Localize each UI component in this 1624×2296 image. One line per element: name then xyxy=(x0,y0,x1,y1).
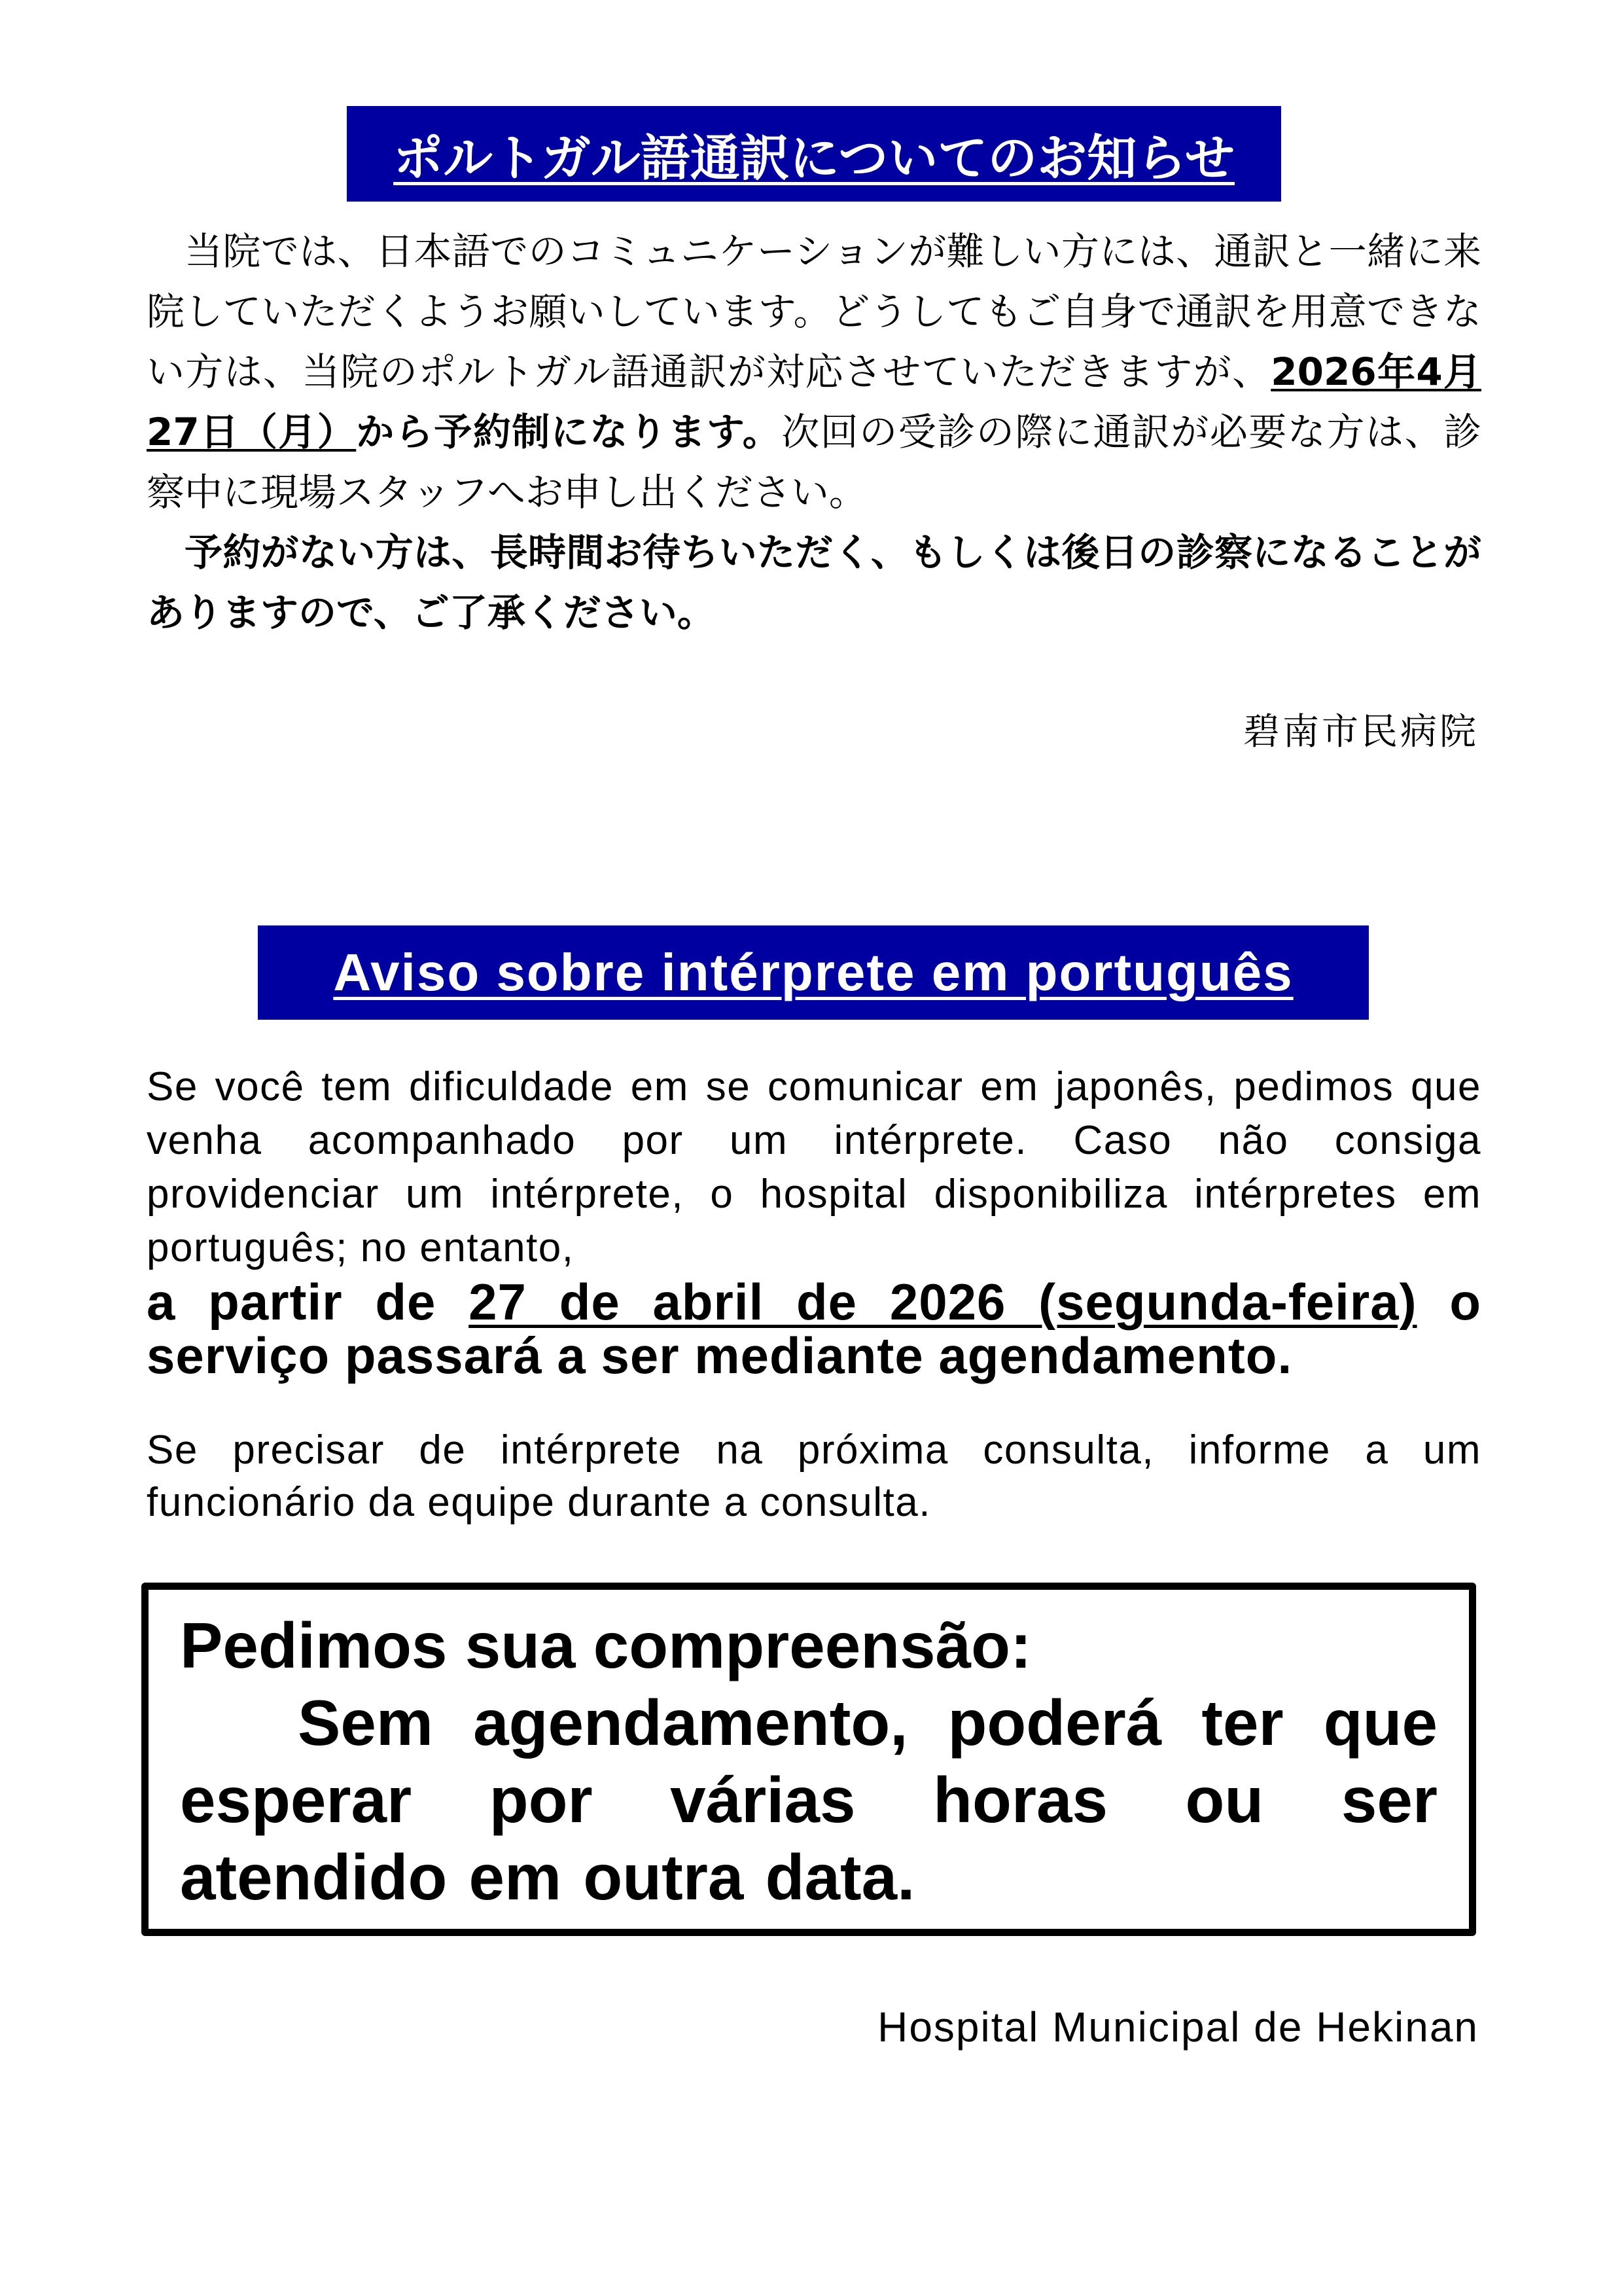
portuguese-intro: Se você tem dificuldade em se comunicar em japonês, pedimos que venha acompanhado por um intérprete. Caso não consiga providenciar um intérprete, o hospital disponibiliza intérpretes em português; no entanto, xyxy=(147,1064,1481,1270)
japanese-title-banner xyxy=(347,106,1281,202)
japanese-body xyxy=(147,221,1481,643)
portuguese-request: Se precisar de intérprete na próxima consulta, informe a um funcionário da equipe durante a consulta. xyxy=(147,1427,1481,1525)
notice-body: Sem agendamento, poderá ter que esperar por várias horas ou ser atendido em outra data. xyxy=(180,1687,1438,1913)
japanese-title: ポルトガル語通訳についてのお知らせ xyxy=(393,128,1235,187)
japanese-reservation-notice: から予約制になります。 xyxy=(356,410,782,454)
portuguese-emphasis-suffix: o serviço passará a ser mediante agendamento. xyxy=(147,1273,1482,1384)
japanese-paragraph-2: 予約がない方は、長時間お待ちいただく、もしくは後日の診察になることがありますので、ご了承ください。 xyxy=(147,530,1481,635)
portuguese-emphasis xyxy=(147,1275,1481,1382)
notice-heading: Pedimos sua compreensão: xyxy=(180,1609,1032,1681)
japanese-signature: 碧南市民病院 xyxy=(1243,711,1479,753)
portuguese-emphasis-prefix: a partir de xyxy=(147,1273,436,1331)
japanese-paragraph-1-text: 当院では、日本語でのコミュニケーションが難しい方には、通訳と一緒に来院していただくようお願いしています。どうしてもご自身で通訳を用意できない方は、当院のポルトガル語通訳が対応させていただきますが、 xyxy=(147,229,1481,394)
japanese-paragraph-1-continued: 次回の受診の際に通訳が必要な方は、診察中に現場スタッフへお申し出ください。 xyxy=(147,410,1481,514)
portuguese-title-banner xyxy=(258,925,1369,1020)
portuguese-start-date: 27 de abril de 2026 (segunda-feira) xyxy=(468,1273,1417,1331)
portuguese-title: Aviso sobre intérprete em português xyxy=(333,943,1294,1001)
portuguese-intro-block xyxy=(147,1060,1481,1382)
japanese-start-date: 2026年4月27日（月） xyxy=(147,350,1481,454)
japanese-paragraph-1 xyxy=(147,221,1481,522)
portuguese-signature: Hospital Municipal de Hekinan xyxy=(877,2003,1479,2051)
notice-box xyxy=(141,1583,1476,1936)
